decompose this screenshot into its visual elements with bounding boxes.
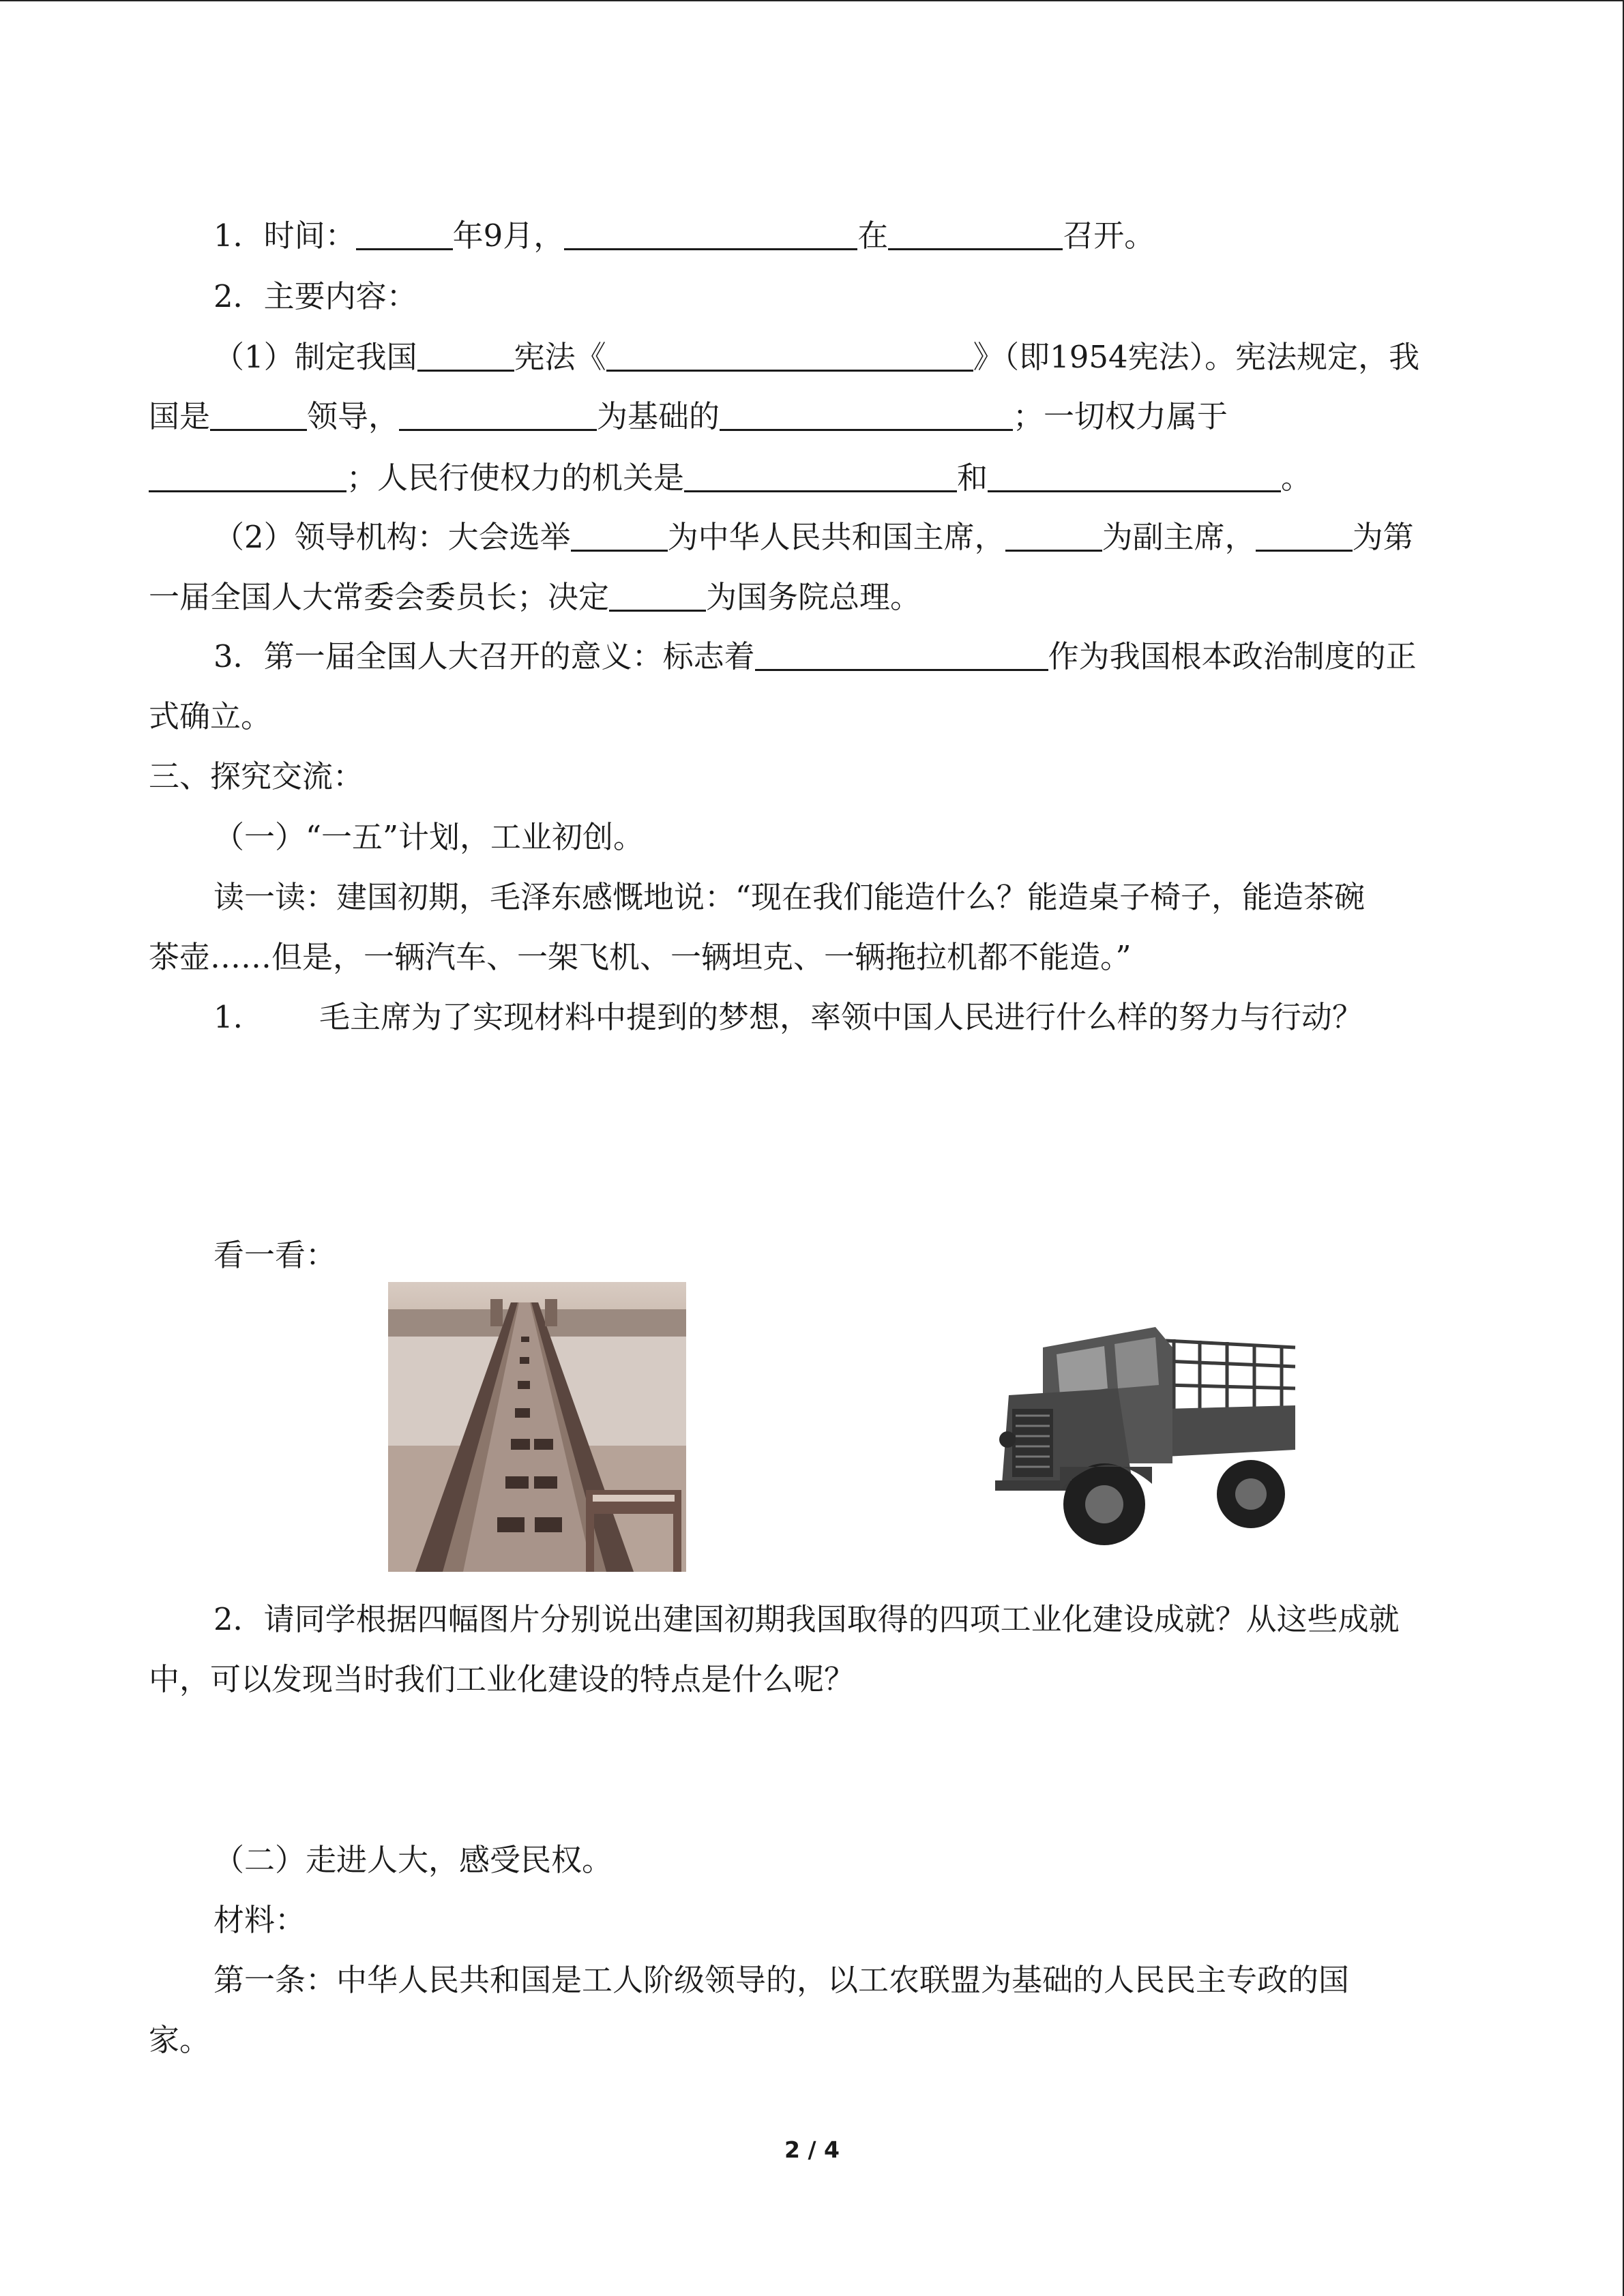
fill-line-leadership-2: 一届全国人大常委会委员长；决定 为国务院总理。 — [0, 567, 1624, 628]
fill-line-time: 1．时间： 年9月， 在 召开。 — [0, 205, 1624, 267]
question-1-text: 毛主席为了实现材料中提到的梦想，率领中国人民进行什么样的努力与行动？ — [319, 999, 1363, 1035]
blank-organ-2[interactable] — [988, 455, 1281, 492]
reading-text-1: 读一读：建国初期，毛泽东感慨地说：“现在我们能造什么？能造桌子椅子，能造茶碗 — [213, 879, 1365, 915]
blank-power-belongs[interactable] — [149, 455, 346, 492]
article-1-line-2: 家。 — [149, 2022, 211, 2058]
blank-leading-class[interactable] — [210, 393, 307, 431]
fill-line-constitution-1: （1）制定我国 宪法《 》（即1954宪法）。宪法规定，我 — [0, 327, 1624, 388]
blank-organ-1[interactable] — [684, 455, 957, 492]
subsection-heading-1: （一）“一五”计划，工业初创。 — [213, 819, 645, 855]
blank-event[interactable] — [564, 213, 857, 250]
blank-committee-chairman[interactable] — [1256, 514, 1353, 552]
fill-line-significance-1: 3．第一届全国人大召开的意义：标志着 作为我国根本政治制度的正 — [0, 626, 1624, 687]
blank-state-nature[interactable] — [720, 393, 1013, 431]
page-border-top — [0, 0, 1624, 1]
reading-text-2: 茶壶……但是，一辆汽车、一架飞机、一辆坦克、一辆拖拉机都不能造。” — [149, 939, 1132, 975]
fill-line-constitution-2: 国是 领导， 为基础的 ；一切权力属于 — [0, 386, 1624, 447]
blank-which-constitution[interactable] — [417, 334, 514, 372]
fill-line-significance-2: 式确立。 — [149, 698, 272, 734]
blank-place[interactable] — [888, 213, 1063, 250]
truck-photo — [995, 1320, 1299, 1558]
question-2-line-1: 2．请同学根据四幅图片分别说出建国初期我国取得的四项工业化建设成就？从这些成就 — [213, 1601, 1400, 1637]
blank-basis[interactable] — [399, 393, 597, 431]
question-1 — [0, 987, 1624, 1048]
bridge-photo — [388, 1282, 686, 1572]
subsection-heading-2: （二）走进人大，感受民权。 — [213, 1842, 613, 1878]
look-label: 看一看： — [213, 1237, 337, 1273]
blank-system[interactable] — [755, 633, 1048, 671]
page-number: 2 / 4 — [784, 2136, 840, 2163]
heading-main-content: 2．主要内容： — [213, 278, 417, 314]
blank-constitution-name[interactable] — [606, 334, 973, 372]
fill-line-leadership-1: （2）领导机构：大会选举 为中华人民共和国主席， 为副主席， 为第 — [0, 507, 1624, 568]
question-2-line-2: 中，可以发现当时我们工业化建设的特点是什么呢？ — [149, 1661, 855, 1697]
blank-chairman[interactable] — [571, 514, 668, 552]
blank-year[interactable] — [356, 213, 453, 250]
blank-vice-chairman[interactable] — [1005, 514, 1102, 552]
article-1-line-1: 第一条：中华人民共和国是工人阶级领导的，以工农联盟为基础的人民民主专政的国 — [213, 1962, 1350, 1998]
fill-line-constitution-3: ；人民行使权力的机关是 和 。 — [0, 447, 1624, 509]
question-1-number: 1. — [213, 999, 243, 1035]
material-label: 材料： — [213, 1902, 306, 1938]
section-heading: 三、探究交流： — [149, 758, 364, 794]
blank-premier[interactable] — [609, 574, 706, 612]
